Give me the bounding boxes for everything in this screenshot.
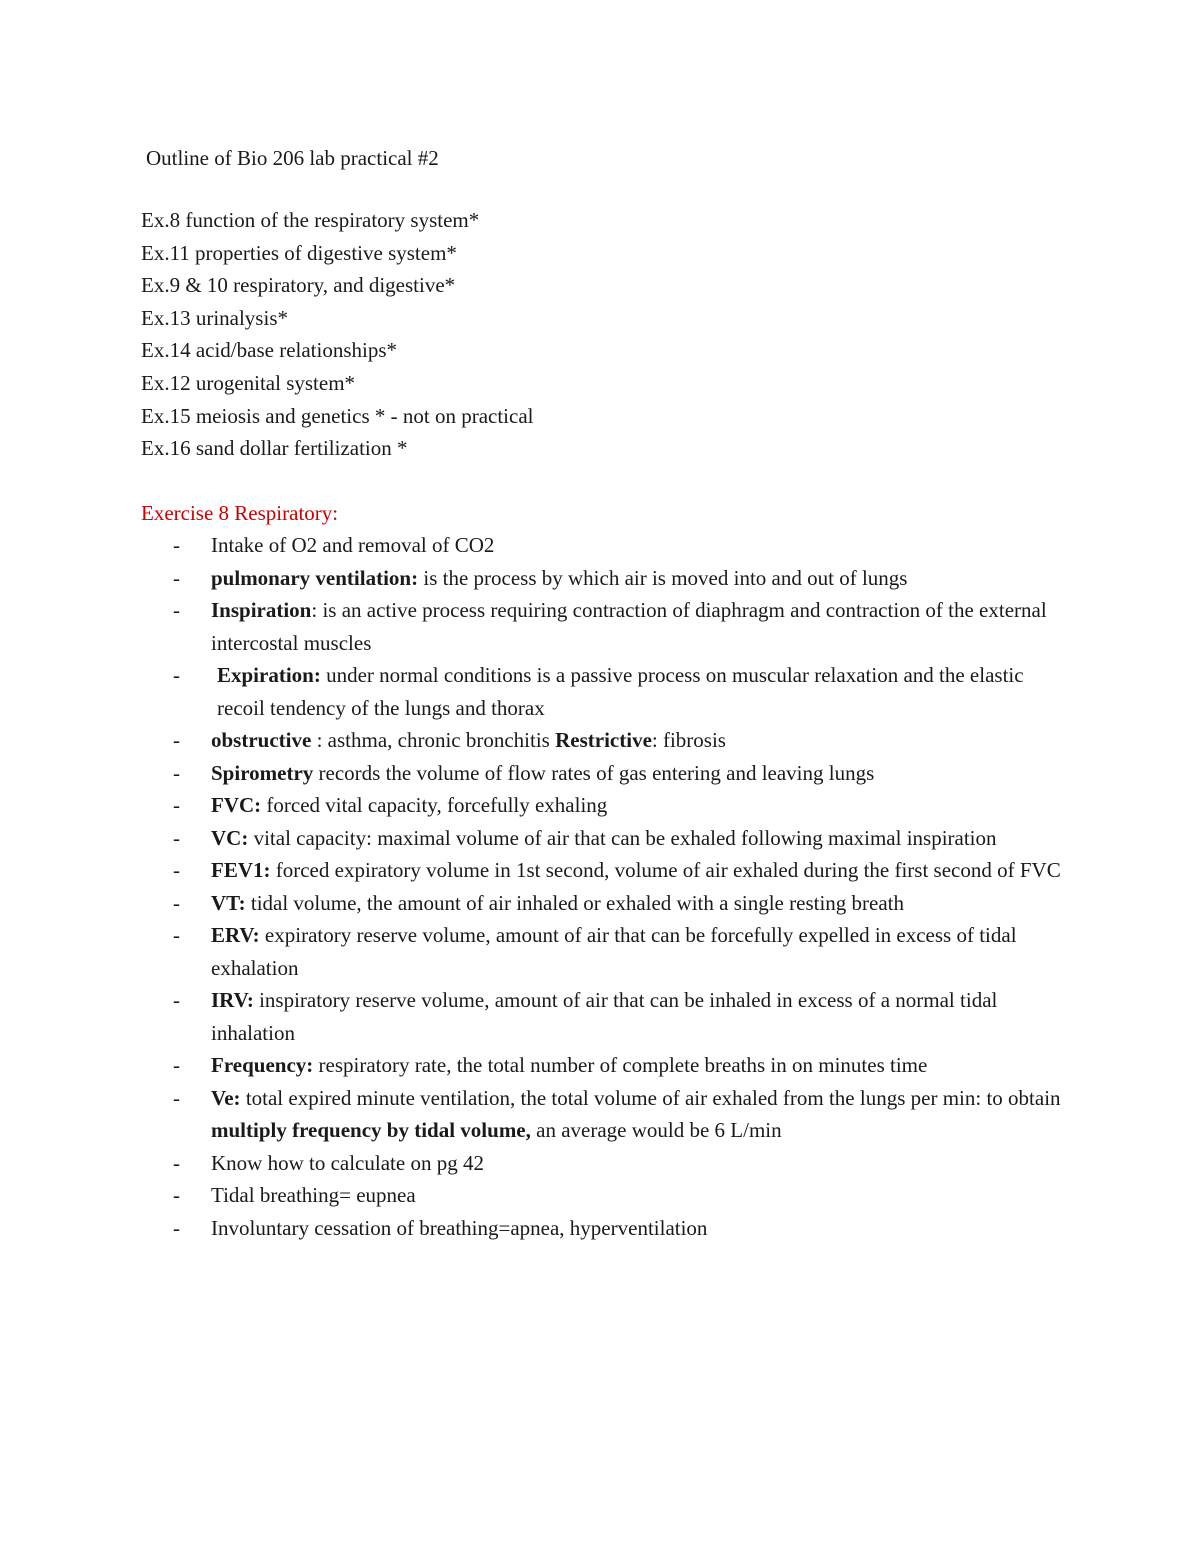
note-text: forced vital capacity, forcefully exhaling (261, 793, 608, 817)
exercise-item: Ex.8 function of the respiratory system* (141, 208, 480, 232)
note-term: pulmonary ventilation: (211, 565, 419, 590)
note-text-secondary: : fibrosis (651, 728, 726, 752)
note-item (173, 1147, 1073, 1180)
note-text: vital capacity: maximal volume of air that can be exhaled following maximal inspiration (248, 825, 997, 850)
exercise-item: Ex.11 properties of digestive system* (141, 240, 457, 265)
note-item (173, 1212, 1073, 1245)
note-term: FVC: (211, 793, 262, 817)
bullet-dash: - (173, 825, 180, 850)
bullet-dash: - (173, 663, 180, 687)
note-term-secondary: multiply frequency by tidal volume, (211, 1118, 531, 1142)
note-text: expiratory reserve volume, amount of air that can be forcefully expelled in excess of tidal exhalation (211, 923, 1017, 980)
bullet-dash: - (173, 858, 180, 882)
note-text: forced expiratory volume in 1st second, volume of air exhaled during the first second of FVC (270, 858, 1061, 882)
note-text: tidal volume, the amount of air inhaled or exhaled with a single resting breath (245, 890, 905, 915)
respiratory-notes-list (173, 529, 1073, 1244)
note-text: records the volume of flow rates of gas entering and leaving lungs (313, 760, 875, 785)
note-text: under normal conditions is a passive process on muscular relaxation and the elastic recoil tendency of the lungs and thorax (217, 663, 1024, 720)
note-term: ERV: (211, 923, 260, 947)
note-text: respiratory rate, the total number of complete breaths in on minutes time (313, 1053, 928, 1077)
note-term: Expiration: (217, 663, 321, 687)
note-text: Involuntary cessation of breathing=apnea, hyperventilation (211, 1215, 708, 1240)
note-item (173, 659, 1073, 724)
bullet-dash: - (173, 988, 180, 1012)
note-item (173, 1082, 1073, 1147)
note-item (173, 854, 1073, 887)
note-text: is the process by which air is moved into and out of lungs (418, 565, 908, 590)
exercise-item: Ex.15 meiosis and genetics * - not on practical (141, 403, 534, 428)
exercise-item: Ex.14 acid/base relationships* (141, 338, 398, 363)
note-item (173, 822, 1073, 855)
bullet-dash: - (173, 728, 180, 752)
bullet-dash: - (173, 598, 180, 622)
document-title: Outline of Bio 206 lab practical #2 (146, 146, 439, 170)
note-text: : is an active process requiring contraction of diaphragm and contraction of the external intercostal muscles (211, 598, 1047, 655)
note-item (173, 919, 1073, 984)
exercise-item: Ex.12 urogenital system* (141, 370, 356, 395)
note-text: inspiratory reserve volume, amount of air that can be inhaled in excess of a normal tidal inhalation (211, 988, 998, 1045)
note-term: Spirometry (211, 760, 314, 785)
note-item (173, 529, 1073, 562)
bullet-dash: - (173, 1215, 180, 1240)
note-text: Know how to calculate on pg 42 (211, 1150, 484, 1175)
note-term: VT: (211, 890, 246, 915)
exercise-item: Ex.16 sand dollar fertilization * (141, 436, 408, 461)
section-heading: Exercise 8 Respiratory: (141, 501, 339, 525)
bullet-dash: - (173, 1150, 180, 1175)
note-item (173, 757, 1073, 790)
note-item (173, 562, 1073, 595)
note-term: Frequency: (211, 1053, 314, 1077)
note-item (173, 789, 1073, 822)
bullet-dash: - (173, 923, 180, 947)
note-text: Intake of O2 and removal of CO2 (211, 533, 495, 557)
note-item (173, 594, 1073, 659)
note-item (173, 1049, 1073, 1082)
note-text: total expired minute ventilation, the total volume of air exhaled from the lungs per min: to obtain (240, 1085, 1061, 1110)
exercise-item: Ex.13 urinalysis* (141, 305, 288, 330)
bullet-dash: - (173, 533, 180, 557)
bullet-dash: - (173, 760, 180, 785)
note-term-secondary: Restrictive (555, 728, 652, 752)
note-term: IRV: (211, 988, 254, 1012)
bullet-dash: - (173, 793, 180, 817)
bullet-dash: - (173, 1085, 180, 1110)
bullet-dash: - (173, 565, 180, 590)
exercise-item: Ex.9 & 10 respiratory, and digestive* (141, 273, 456, 298)
note-term: Ve: (211, 1085, 241, 1110)
note-item (173, 1179, 1073, 1212)
note-term: VC: (211, 825, 249, 850)
bullet-dash: - (173, 1183, 180, 1207)
bullet-dash: - (173, 890, 180, 915)
bullet-dash: - (173, 1053, 180, 1077)
exercise-list (141, 204, 533, 465)
note-term: FEV1: (211, 858, 271, 882)
note-item (173, 887, 1073, 920)
note-item (173, 984, 1073, 1049)
note-term: Inspiration (211, 598, 312, 622)
note-text-secondary: an average would be 6 L/min (530, 1118, 782, 1142)
note-text: : asthma, chronic bronchitis (311, 728, 556, 752)
note-item (173, 724, 1073, 757)
note-term: obstructive (211, 728, 312, 752)
note-text: Tidal breathing= eupnea (211, 1183, 416, 1207)
